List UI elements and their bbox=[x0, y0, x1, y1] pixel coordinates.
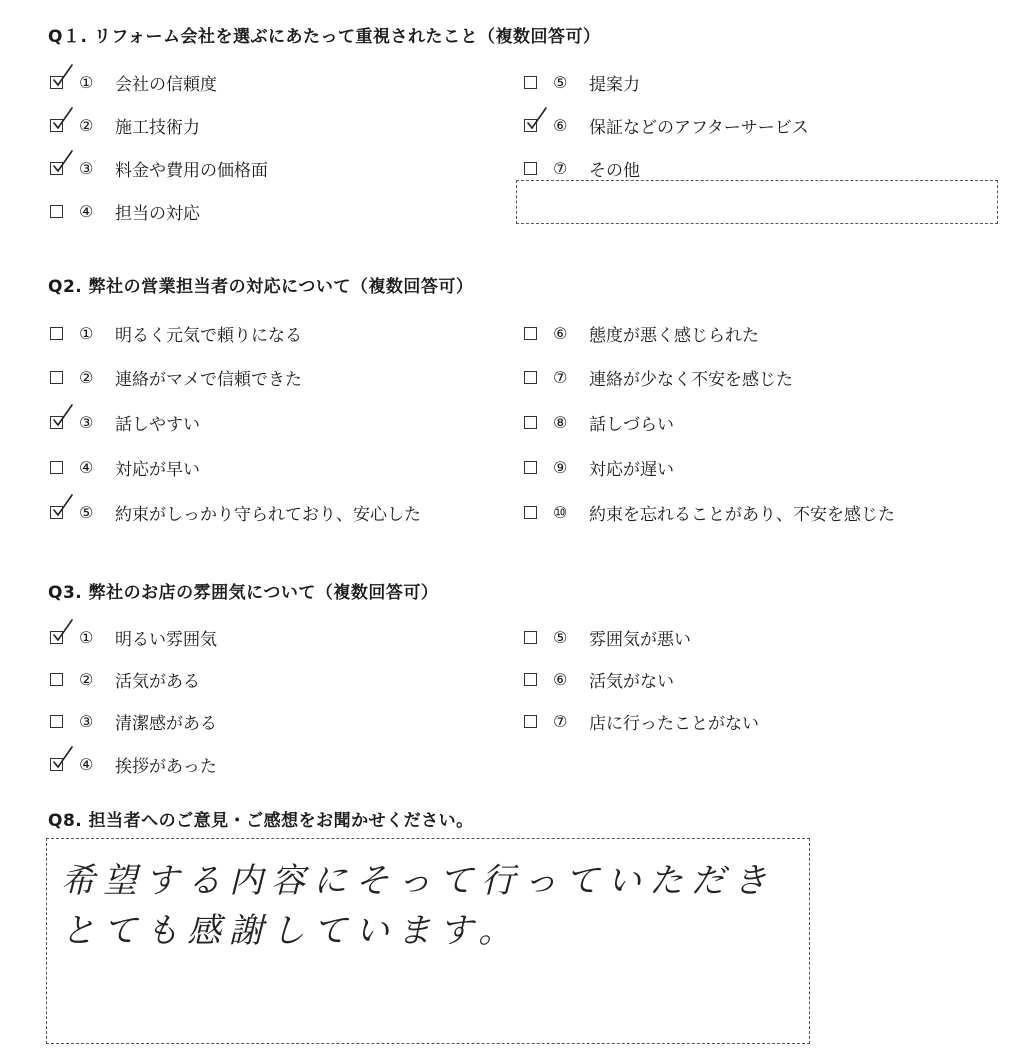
check-mark-icon bbox=[52, 618, 74, 644]
option-label: 話しづらい bbox=[589, 414, 674, 435]
q2-option-2[interactable] bbox=[50, 365, 302, 389]
q1-option-3[interactable] bbox=[50, 156, 268, 180]
q2-checkbox-10[interactable] bbox=[524, 506, 537, 519]
q1-checkbox-6[interactable] bbox=[524, 119, 537, 132]
q1-title: Q１. リフォーム会社を選ぶにあたって重視されたこと（複数回答可） bbox=[48, 27, 601, 47]
q2-checkbox-1[interactable] bbox=[50, 327, 63, 340]
q3-option-3[interactable] bbox=[50, 709, 217, 733]
option-number: ⑦ bbox=[553, 367, 568, 387]
option-number: ④ bbox=[79, 201, 94, 221]
q1-other-text-field[interactable] bbox=[516, 180, 998, 224]
q2-option-4[interactable] bbox=[50, 455, 200, 479]
option-label: 対応が早い bbox=[115, 459, 200, 480]
q1-option-6[interactable] bbox=[524, 113, 809, 137]
option-label: 保証などのアフターサービス bbox=[589, 117, 809, 138]
check-mark-icon bbox=[52, 63, 74, 89]
option-number: ⑨ bbox=[553, 457, 568, 477]
option-number: ⑩ bbox=[553, 502, 568, 522]
q3-checkbox-5[interactable] bbox=[524, 631, 537, 644]
q3-option-1[interactable] bbox=[50, 625, 217, 649]
q3-option-7[interactable] bbox=[524, 709, 759, 733]
option-number: ⑤ bbox=[79, 502, 94, 522]
option-number: ⑦ bbox=[553, 711, 568, 731]
q3-title: Q3. 弊社のお店の雰囲気について（複数回答可） bbox=[48, 583, 439, 603]
q2-option-3[interactable] bbox=[50, 410, 200, 434]
option-label: 施工技術力 bbox=[115, 117, 200, 138]
option-label: 約束を忘れることがあり、不安を感じた bbox=[589, 504, 895, 525]
q2-checkbox-3[interactable] bbox=[50, 416, 63, 429]
option-label: 約束がしっかり守られており、安心した bbox=[115, 504, 421, 525]
q2-option-10[interactable] bbox=[524, 500, 895, 524]
option-label: 挨拶があった bbox=[115, 756, 217, 777]
check-mark-icon bbox=[526, 106, 548, 132]
q3-checkbox-1[interactable] bbox=[50, 631, 63, 644]
handwritten-answer-line-1: 希望する内容にそって行っていただき bbox=[61, 861, 775, 901]
q1-option-1[interactable] bbox=[50, 70, 217, 94]
option-label: 料金や費用の価格面 bbox=[115, 160, 268, 181]
option-number: ① bbox=[79, 323, 94, 343]
check-mark-icon bbox=[52, 745, 74, 771]
option-number: ② bbox=[79, 367, 94, 387]
q3-option-2[interactable] bbox=[50, 667, 200, 691]
q2-checkbox-5[interactable] bbox=[50, 506, 63, 519]
option-label: 明るい雰囲気 bbox=[115, 629, 217, 650]
handwritten-answer-line-2: とても感謝しています。 bbox=[61, 911, 521, 951]
q2-checkbox-7[interactable] bbox=[524, 371, 537, 384]
q3-checkbox-7[interactable] bbox=[524, 715, 537, 728]
option-number: ① bbox=[79, 627, 94, 647]
option-label: 連絡が少なく不安を感じた bbox=[589, 369, 793, 390]
option-label: 活気がある bbox=[115, 671, 200, 692]
q1-option-7[interactable] bbox=[524, 156, 640, 180]
option-label: 連絡がマメで信頼できた bbox=[115, 369, 302, 390]
q3-checkbox-3[interactable] bbox=[50, 715, 63, 728]
q2-option-8[interactable] bbox=[524, 410, 674, 434]
option-label: 店に行ったことがない bbox=[589, 713, 759, 734]
option-label: 態度が悪く感じられた bbox=[589, 325, 759, 346]
q8-title: Q8. 担当者へのご意見・ご感想をお聞かせください。 bbox=[48, 811, 474, 831]
option-label: 明るく元気で頼りになる bbox=[115, 325, 302, 346]
q1-checkbox-4[interactable] bbox=[50, 205, 63, 218]
q2-option-5[interactable] bbox=[50, 500, 421, 524]
option-label: 雰囲気が悪い bbox=[589, 629, 691, 650]
option-number: ⑤ bbox=[553, 627, 568, 647]
option-label: その他 bbox=[589, 160, 640, 181]
check-mark-icon bbox=[52, 106, 74, 132]
option-number: ① bbox=[79, 72, 94, 92]
option-number: ⑧ bbox=[553, 412, 568, 432]
q1-option-4[interactable] bbox=[50, 199, 200, 223]
option-number: ⑤ bbox=[553, 72, 568, 92]
q3-checkbox-2[interactable] bbox=[50, 673, 63, 686]
check-mark-icon bbox=[52, 403, 74, 429]
q2-option-7[interactable] bbox=[524, 365, 793, 389]
check-mark-icon bbox=[52, 149, 74, 175]
q1-option-2[interactable] bbox=[50, 113, 200, 137]
q2-option-6[interactable] bbox=[524, 321, 759, 345]
q3-option-6[interactable] bbox=[524, 667, 674, 691]
option-number: ⑥ bbox=[553, 669, 568, 689]
q2-checkbox-8[interactable] bbox=[524, 416, 537, 429]
q3-option-4[interactable] bbox=[50, 752, 217, 776]
option-number: ⑦ bbox=[553, 158, 568, 178]
option-label: 提案力 bbox=[589, 74, 640, 95]
q2-option-1[interactable] bbox=[50, 321, 302, 345]
option-number: ② bbox=[79, 115, 94, 135]
q3-checkbox-6[interactable] bbox=[524, 673, 537, 686]
option-label: 清潔感がある bbox=[115, 713, 217, 734]
option-number: ② bbox=[79, 669, 94, 689]
q2-checkbox-9[interactable] bbox=[524, 461, 537, 474]
option-label: 活気がない bbox=[589, 671, 674, 692]
check-mark-icon bbox=[52, 493, 74, 519]
option-label: 対応が遅い bbox=[589, 459, 674, 480]
option-number: ④ bbox=[79, 457, 94, 477]
option-number: ③ bbox=[79, 711, 94, 731]
q2-option-9[interactable] bbox=[524, 455, 674, 479]
q1-checkbox-1[interactable] bbox=[50, 76, 63, 89]
q2-checkbox-4[interactable] bbox=[50, 461, 63, 474]
q1-checkbox-5[interactable] bbox=[524, 76, 537, 89]
option-label: 話しやすい bbox=[115, 414, 200, 435]
option-number: ③ bbox=[79, 412, 94, 432]
q8-comment-box[interactable] bbox=[46, 838, 810, 1044]
option-label: 担当の対応 bbox=[115, 203, 200, 224]
q3-option-5[interactable] bbox=[524, 625, 691, 649]
q1-checkbox-3[interactable] bbox=[50, 162, 63, 175]
option-number: ④ bbox=[79, 754, 94, 774]
option-label: 会社の信頼度 bbox=[115, 74, 217, 95]
q1-option-5[interactable] bbox=[524, 70, 640, 94]
q2-checkbox-6[interactable] bbox=[524, 327, 537, 340]
q1-checkbox-2[interactable] bbox=[50, 119, 63, 132]
option-number: ③ bbox=[79, 158, 94, 178]
option-number: ⑥ bbox=[553, 323, 568, 343]
q2-checkbox-2[interactable] bbox=[50, 371, 63, 384]
q2-title: Q2. 弊社の営業担当者の対応について（複数回答可） bbox=[48, 277, 474, 297]
q3-checkbox-4[interactable] bbox=[50, 758, 63, 771]
q1-checkbox-7[interactable] bbox=[524, 162, 537, 175]
option-number: ⑥ bbox=[553, 115, 568, 135]
